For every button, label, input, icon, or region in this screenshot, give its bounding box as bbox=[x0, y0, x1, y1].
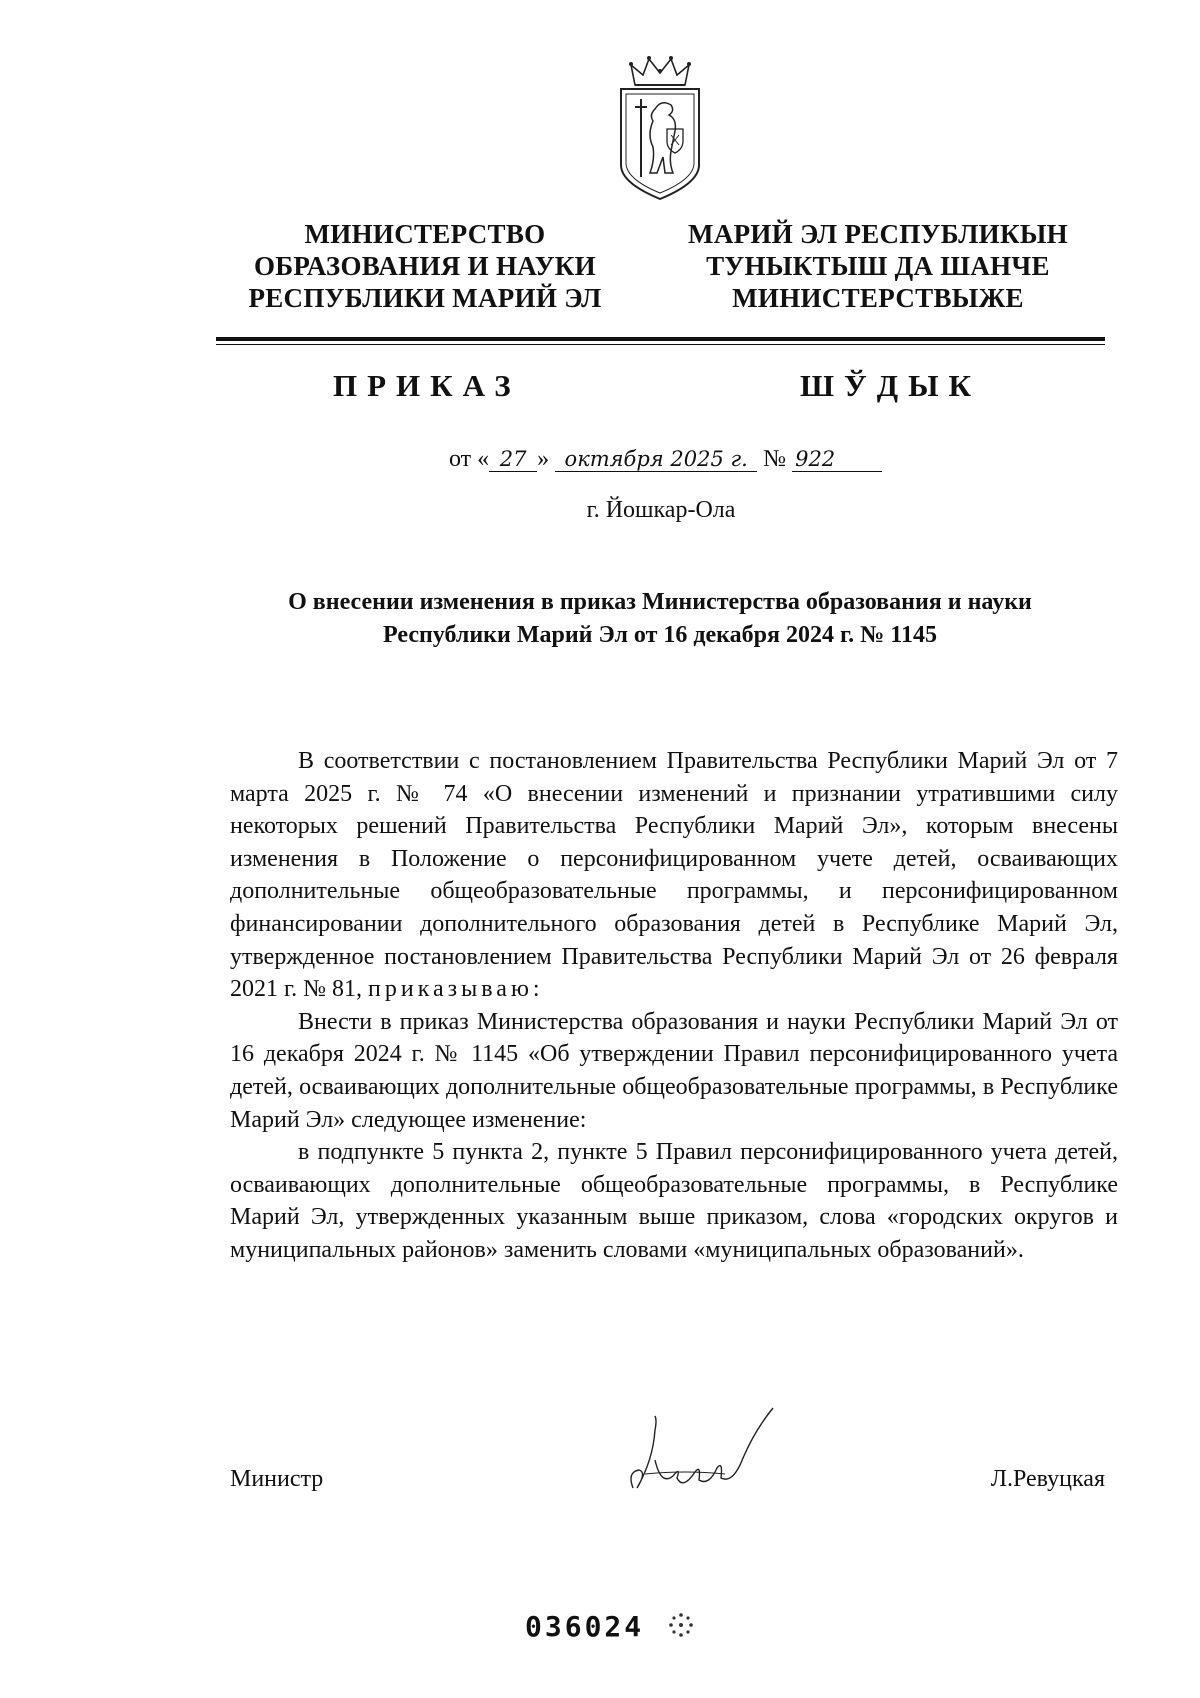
header-divider-thick bbox=[216, 337, 1105, 341]
form-serial-number: 036024 bbox=[525, 1610, 645, 1643]
preamble-text: В соответствии с постановлением Правительства Республики Марий Эл от 7 марта 2025 г. № 74 «О внесении изменений и признании утратившими силу некоторых решений Правительства Республики Марий Эл», которым внесены изменения в Положение о персонифицированном учете детей, осваивающих дополнительные общеобразовательные программы, и персонифицированном финансировании дополнительного образования детей в Республике Марий Эл, утвержденное постановлением Правительства Республики Марий Эл от 26 февраля 2021 г. № 81, bbox=[230, 748, 1118, 1003]
body-paragraph-amendment: в подпункте 5 пункта 2, пункте 5 Правил персонифицированного учета детей, осваивающих дополнительные общеобразовательные программы, в Республике Марий Эл, утвержденных указанным выше приказом, слова «городских округов и муниципальных районов» заменить словами «муниципальных образований». bbox=[230, 1139, 1118, 1263]
serial-star-mark bbox=[667, 1611, 695, 1639]
number-label: № bbox=[763, 446, 787, 472]
order-date-line bbox=[449, 446, 882, 473]
body-paragraph-directive: Внести в приказ Министерства образования и науки Республики Марий Эл от 16 декабря 2024 г. № 1145 «Об утверждении Правил персонифицированного учета детей, осваивающих дополнительные общеобразовательные программы, в Республике Марий Эл» следующее изменение: bbox=[230, 1008, 1118, 1133]
header-right-line: МИНИСТЕРСТВЫЖЕ bbox=[732, 283, 1024, 313]
header-right-ministry-name bbox=[668, 218, 1088, 314]
header-left-ministry-name bbox=[215, 218, 635, 314]
coat-of-arms-icon bbox=[615, 55, 705, 203]
body-paragraph-preamble bbox=[230, 745, 1118, 1006]
header-right-line: ТУНЫКТЫШ ДА ШАНЧЕ bbox=[706, 251, 1050, 281]
order-title-russian: ПРИКАЗ bbox=[333, 368, 521, 403]
order-body bbox=[230, 745, 1118, 1267]
date-prefix: от « bbox=[449, 446, 490, 472]
header-left-line: РЕСПУБЛИКИ МАРИЙ ЭЛ bbox=[248, 283, 602, 313]
header-left-line: ОБРАЗОВАНИЯ И НАУКИ bbox=[253, 251, 596, 281]
signatory-position: Министр bbox=[230, 1466, 324, 1492]
order-number-handwritten: 922 bbox=[792, 447, 882, 472]
header-right-line: МАРИЙ ЭЛ РЕСПУБЛИКЫН bbox=[688, 219, 1068, 249]
subject-line: Республики Марий Эл от 16 декабря 2024 г. № 1145 bbox=[383, 622, 937, 648]
order-word: приказываю: bbox=[368, 976, 544, 1003]
handwritten-signature bbox=[625, 1400, 790, 1500]
header-left-line: МИНИСТЕРСТВО bbox=[304, 219, 546, 249]
header-divider-thin bbox=[216, 344, 1105, 345]
date-mid: » bbox=[537, 446, 550, 472]
order-title-mari: ШЎДЫК bbox=[800, 368, 982, 403]
date-month-year-handwritten: октября 2025 г. bbox=[555, 447, 757, 472]
date-day-handwritten: 27 bbox=[489, 447, 537, 472]
signatory-name: Л.Ревуцкая bbox=[990, 1466, 1105, 1492]
order-subject bbox=[215, 586, 1105, 652]
city-name: г. Йошкар-Ола bbox=[586, 497, 736, 523]
subject-line: О внесении изменения в приказ Министерства образования и науки bbox=[288, 589, 1032, 615]
